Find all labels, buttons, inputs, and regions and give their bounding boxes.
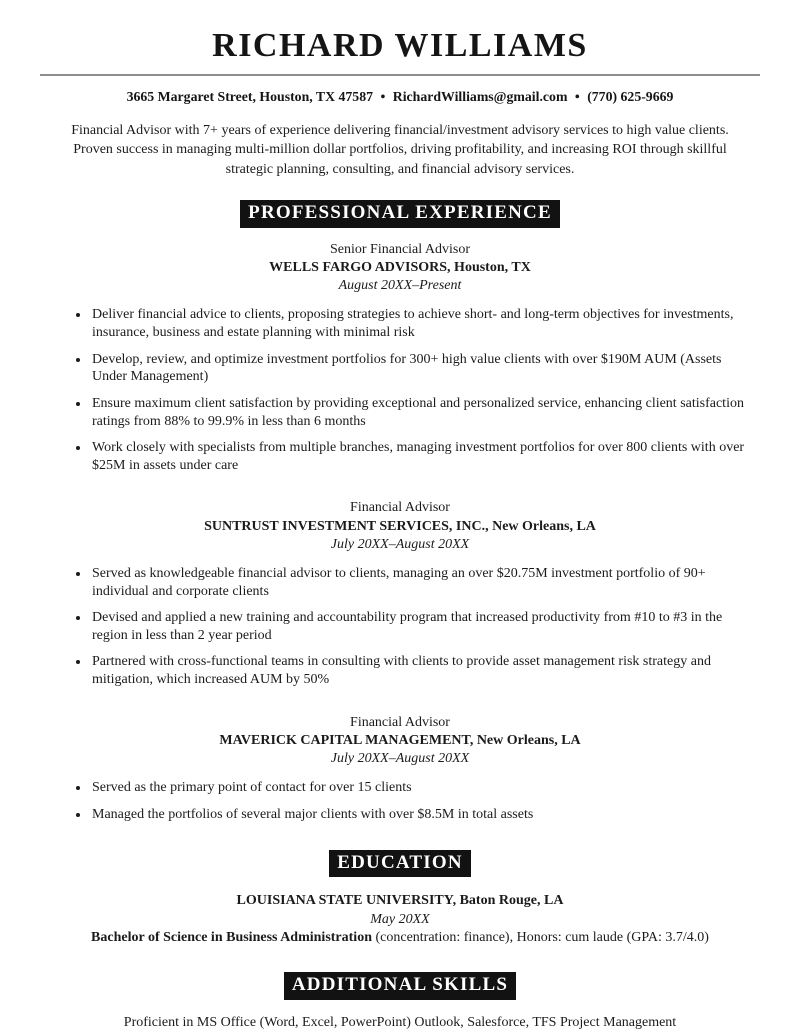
job-header [40, 241, 760, 296]
skills-text: Proficient in MS Office (Word, Excel, PowerPoint) Outlook, Salesforce, TFS Project Management [123, 1014, 677, 1030]
bullet-item: • Develop, review, and optimize investment portfolios for 300+ high value clients with over $190M AUM (Assets Under Management) [90, 351, 752, 386]
bullet-item: • Ensure maximum client satisfaction by providing exceptional and personalized service, enhancing client satisfaction ratings from 88% to 99.9% in less than 6 months [90, 395, 752, 430]
job-bullets [40, 565, 760, 689]
job-block [40, 241, 760, 475]
job-header [40, 714, 760, 769]
job-company: WELLS FARGO ADVISORS, Houston, TX [269, 260, 531, 276]
job-block [40, 499, 760, 688]
bullet-item: • Work closely with specialists from multiple branches, managing investment portfolios for over 800 clients with over $25M in assets under care [90, 439, 752, 474]
bullet-item: • Partnered with cross-functional teams in consulting with clients to provide asset management risk strategy and mitigation, which increased AUM by 50% [90, 653, 752, 688]
job-dates: July 20XX–August 20XX [330, 751, 470, 767]
job-company: SUNTRUST INVESTMENT SERVICES, INC., New Orleans, LA [204, 518, 596, 534]
education-section-heading-wrap [40, 850, 760, 878]
bullet-item: • Served as knowledgeable financial advisor to clients, managing an over $20.75M investment portfolio of 90+ individual and corporate clients [90, 565, 752, 600]
education-date: May 20XX [370, 911, 430, 927]
contact-phone: (770) 625-9669 [587, 89, 674, 105]
education-block [40, 892, 760, 947]
job-bullets [40, 779, 760, 823]
contact-line [40, 89, 760, 105]
skills-section-heading: ADDITIONAL SKILLS [284, 972, 516, 1000]
job-title: Financial Advisor [350, 500, 450, 516]
job-dates: July 20XX–August 20XX [330, 536, 470, 552]
contact-email: RichardWilliams@gmail.com [392, 89, 568, 105]
job-block [40, 714, 760, 824]
bullet-item: • Served as the primary point of contact for over 15 clients [90, 779, 752, 797]
education-degree-details: (concentration: finance), Honors: cum laude (GPA: 3.7/4.0) [371, 930, 709, 946]
experience-section-heading: PROFESSIONAL EXPERIENCE [240, 200, 560, 228]
contact-separator: • [380, 89, 386, 105]
bullet-item: • Devised and applied a new training and accountability program that increased productivity from #10 to #3 in the region in less than 2 year period [90, 609, 752, 644]
job-dates: August 20XX–Present [338, 278, 462, 294]
education-degree-line [40, 929, 760, 947]
job-header [40, 499, 760, 554]
resume-name: RICHARD WILLIAMS [212, 27, 588, 64]
job-bullets [40, 306, 760, 474]
bullet-item: • Deliver financial advice to clients, proposing strategies to achieve short- and long-term objectives for investments, insurance, business and estate planning with minimal risk [90, 306, 752, 341]
bullet-item: • Managed the portfolios of several major clients with over $8.5M in total assets [90, 806, 752, 824]
summary-paragraph: Financial Advisor with 7+ years of experience delivering financial/investment advisory services to high value clients. Proven success in managing multi-million dollar portfolios, driving profitability, and increasing ROI through skillful strategic planning, consulting, and financial advisory services. [71, 123, 729, 177]
contact-address: 3665 Margaret Street, Houston, TX 47587 [126, 89, 373, 105]
jobs-list [40, 241, 760, 824]
experience-section-heading-wrap [40, 200, 760, 228]
education-section-heading: EDUCATION [329, 850, 471, 878]
contact-separator: • [574, 89, 580, 105]
job-company: MAVERICK CAPITAL MANAGEMENT, New Orleans, LA [219, 732, 581, 748]
job-title: Financial Advisor [350, 714, 450, 730]
education-school: LOUISIANA STATE UNIVERSITY, Baton Rouge, LA [236, 893, 564, 909]
education-degree: Bachelor of Science in Business Administration [91, 930, 372, 946]
job-title: Senior Financial Advisor [330, 241, 470, 257]
skills-section-heading-wrap [40, 972, 760, 1000]
header-divider [40, 74, 760, 76]
